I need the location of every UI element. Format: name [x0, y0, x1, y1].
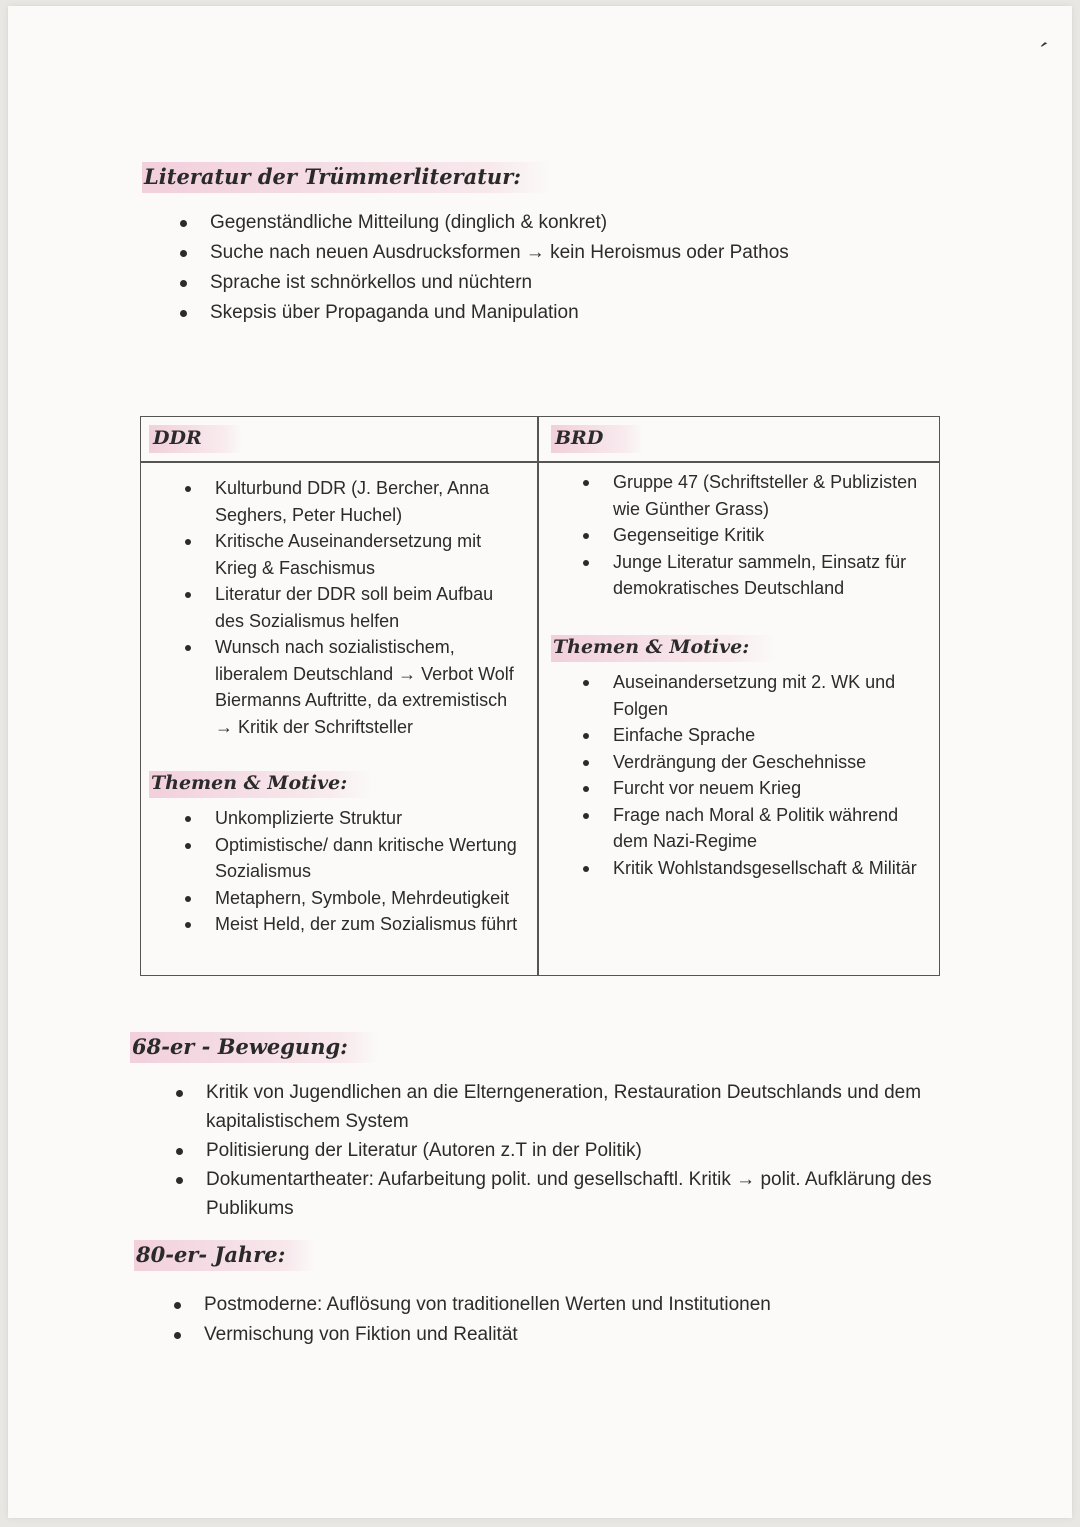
section-heading-68er: 68-er - Bewegung:: [130, 1032, 378, 1063]
list-item: Skepsis über Propaganda und Manipulation: [174, 298, 974, 328]
list-item: Vermischung von Fiktion und Realität: [168, 1320, 948, 1350]
list-item: Furcht vor neuem Krieg: [575, 775, 931, 802]
ddr-brd-comparison-table: [140, 416, 940, 976]
80er-list: [168, 1290, 948, 1350]
list-item: Dokumentartheater: Aufarbeitung polit. und gesellschaftl. Kritik → polit. Aufklärung des Publikums: [170, 1165, 950, 1223]
list-item: Postmoderne: Auflösung von traditionellen Werten und Institutionen: [168, 1290, 948, 1320]
list-item: Unkomplizierte Struktur: [177, 805, 523, 832]
list-item: Gegenseitige Kritik: [575, 522, 931, 549]
list-item: Kulturbund DDR (J. Bercher, Anna Seghers, Peter Huchel): [177, 475, 523, 528]
section-heading-80er: 80-er- Jahre:: [134, 1240, 315, 1271]
list-item: Junge Literatur sammeln, Einsatz für demokratisches Deutschland: [575, 549, 931, 602]
column-header-ddr: DDR: [149, 425, 242, 453]
brd-themes-heading: Themen & Motive:: [551, 635, 775, 662]
notes-page: [8, 6, 1072, 1518]
list-item: Kritik Wohlstandsgesellschaft & Militär: [575, 855, 931, 882]
section-heading-truemmerliteratur: Literatur der Trümmerliteratur:: [142, 162, 551, 193]
list-item: Kritik von Jugendlichen an die Elterngeneration, Restauration Deutschlands und dem kapitalistischem System: [170, 1078, 950, 1136]
list-item: Kritische Auseinandersetzung mit Krieg & Faschismus: [177, 528, 523, 581]
list-item: Wunsch nach sozialistischem, liberalem Deutschland → Verbot Wolf Biermanns Auftritte, da extremistisch → Kritik der Schriftsteller: [177, 634, 523, 740]
list-item: Metaphern, Symbole, Mehrdeutigkeit: [177, 885, 523, 912]
pen-mark-icon: ′: [1032, 35, 1050, 70]
table-column-divider: [537, 417, 539, 975]
brd-themes-list: [575, 669, 931, 881]
column-header-brd: BRD: [551, 425, 643, 453]
list-item: Gegenständliche Mitteilung (dinglich & konkret): [174, 208, 974, 238]
list-item: Politisierung der Literatur (Autoren z.T in der Politik): [170, 1136, 950, 1165]
brd-list: [575, 469, 931, 602]
list-item: Einfache Sprache: [575, 722, 931, 749]
list-item: Literatur der DDR soll beim Aufbau des Sozialismus helfen: [177, 581, 523, 634]
list-item: Optimistische/ dann kritische Wertung Sozialismus: [177, 832, 523, 885]
68er-list: [170, 1078, 950, 1223]
ddr-list: [177, 475, 523, 740]
truemmerliteratur-list: [174, 208, 974, 328]
table-header-divider: [141, 461, 939, 463]
list-item: Frage nach Moral & Politik während dem Nazi-Regime: [575, 802, 931, 855]
ddr-themes-list: [177, 805, 523, 938]
ddr-themes-heading: Themen & Motive:: [149, 771, 373, 798]
list-item: Auseinandersetzung mit 2. WK und Folgen: [575, 669, 931, 722]
list-item: Sprache ist schnörkellos und nüchtern: [174, 268, 974, 298]
list-item: Meist Held, der zum Sozialismus führt: [177, 911, 523, 938]
list-item: Verdrängung der Geschehnisse: [575, 749, 931, 776]
list-item: Gruppe 47 (Schriftsteller & Publizisten wie Günther Grass): [575, 469, 931, 522]
list-item: Suche nach neuen Ausdrucksformen → kein Heroismus oder Pathos: [174, 238, 974, 268]
